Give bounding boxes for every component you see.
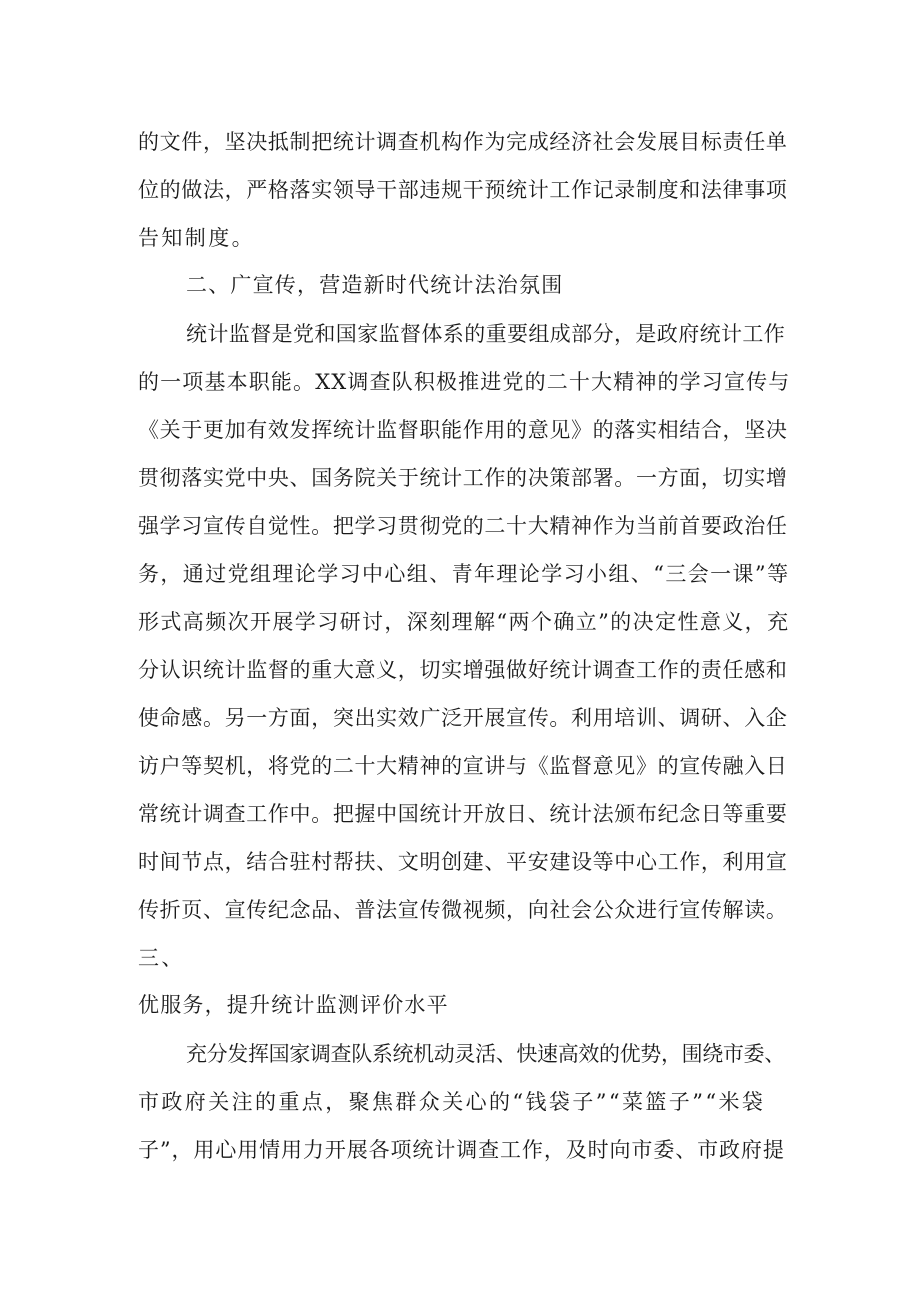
body-text-line: 分认识统计监督的重大意义，切实增强做好统计调查工作的责任感和: [138, 658, 788, 682]
body-text-line: 强学习宣传自觉性。把学习贯彻党的二十大精神作为当前首要政治任: [138, 514, 788, 538]
paragraph-first-line: 统计监督是党和国家监督体系的重要组成部分，是政府统计工作: [186, 322, 786, 346]
body-text-line: 子”，用心用情用力开展各项统计调查工作，及时向市委、市政府提: [138, 1138, 785, 1162]
body-text-line: 形式高频次开展学习研讨，深刻理解“两个确立”的决定性意义，充: [138, 610, 790, 634]
section-heading-2: 二、广宣传，营造新时代统计法治氛围: [186, 273, 564, 297]
section-heading-3: 优服务，提升统计监测评价水平: [138, 993, 449, 1017]
body-text-line: 访户等契机，将党的二十大精神的宣讲与《监督意见》的宣传融入日: [138, 754, 788, 778]
body-text-line: 传折页、宣传纪念品、普法宣传微视频，向社会公众进行宣传解读。: [138, 898, 788, 922]
body-text-line: 告知制度。: [138, 226, 255, 250]
body-text-line: 市政府关注的重点，聚焦群众关心的“钱袋子”“菜篮子”“米袋: [138, 1090, 766, 1114]
body-text-line: 务，通过党组理论学习中心组、青年理论学习小组、“三会一课”等: [138, 562, 790, 586]
body-text-line: 使命感。另一方面，突出实效广泛开展宣传。利用培训、调研、入企: [138, 706, 788, 730]
body-text-line: 位的做法，严格落实领导干部违规干预统计工作记录制度和法律事项: [138, 178, 788, 202]
section-number-3: 三、: [138, 946, 185, 970]
body-text-line: 的文件，坚决抵制把统计调查机构作为完成经济社会发展目标责任单: [138, 130, 788, 154]
body-text-line: 时间节点，结合驻村帮扶、文明创建、平安建设等中心工作，利用宣: [138, 850, 788, 874]
body-text-line: 《关于更加有效发挥统计监督职能作用的意见》的落实相结合，坚决: [138, 418, 788, 442]
body-text-line: 贯彻落实党中央、国务院关于统计工作的决策部署。一方面，切实增: [138, 466, 788, 490]
body-text-line: 常统计调查工作中。把握中国统计开放日、统计法颁布纪念日等重要: [138, 802, 788, 826]
body-text-line: 的一项基本职能。XX调查队积极推进党的二十大精神的学习宣传与: [138, 370, 791, 394]
paragraph-first-line: 充分发挥国家调查队系统机动灵活、快速高效的优势，围绕市委、: [186, 1042, 785, 1066]
